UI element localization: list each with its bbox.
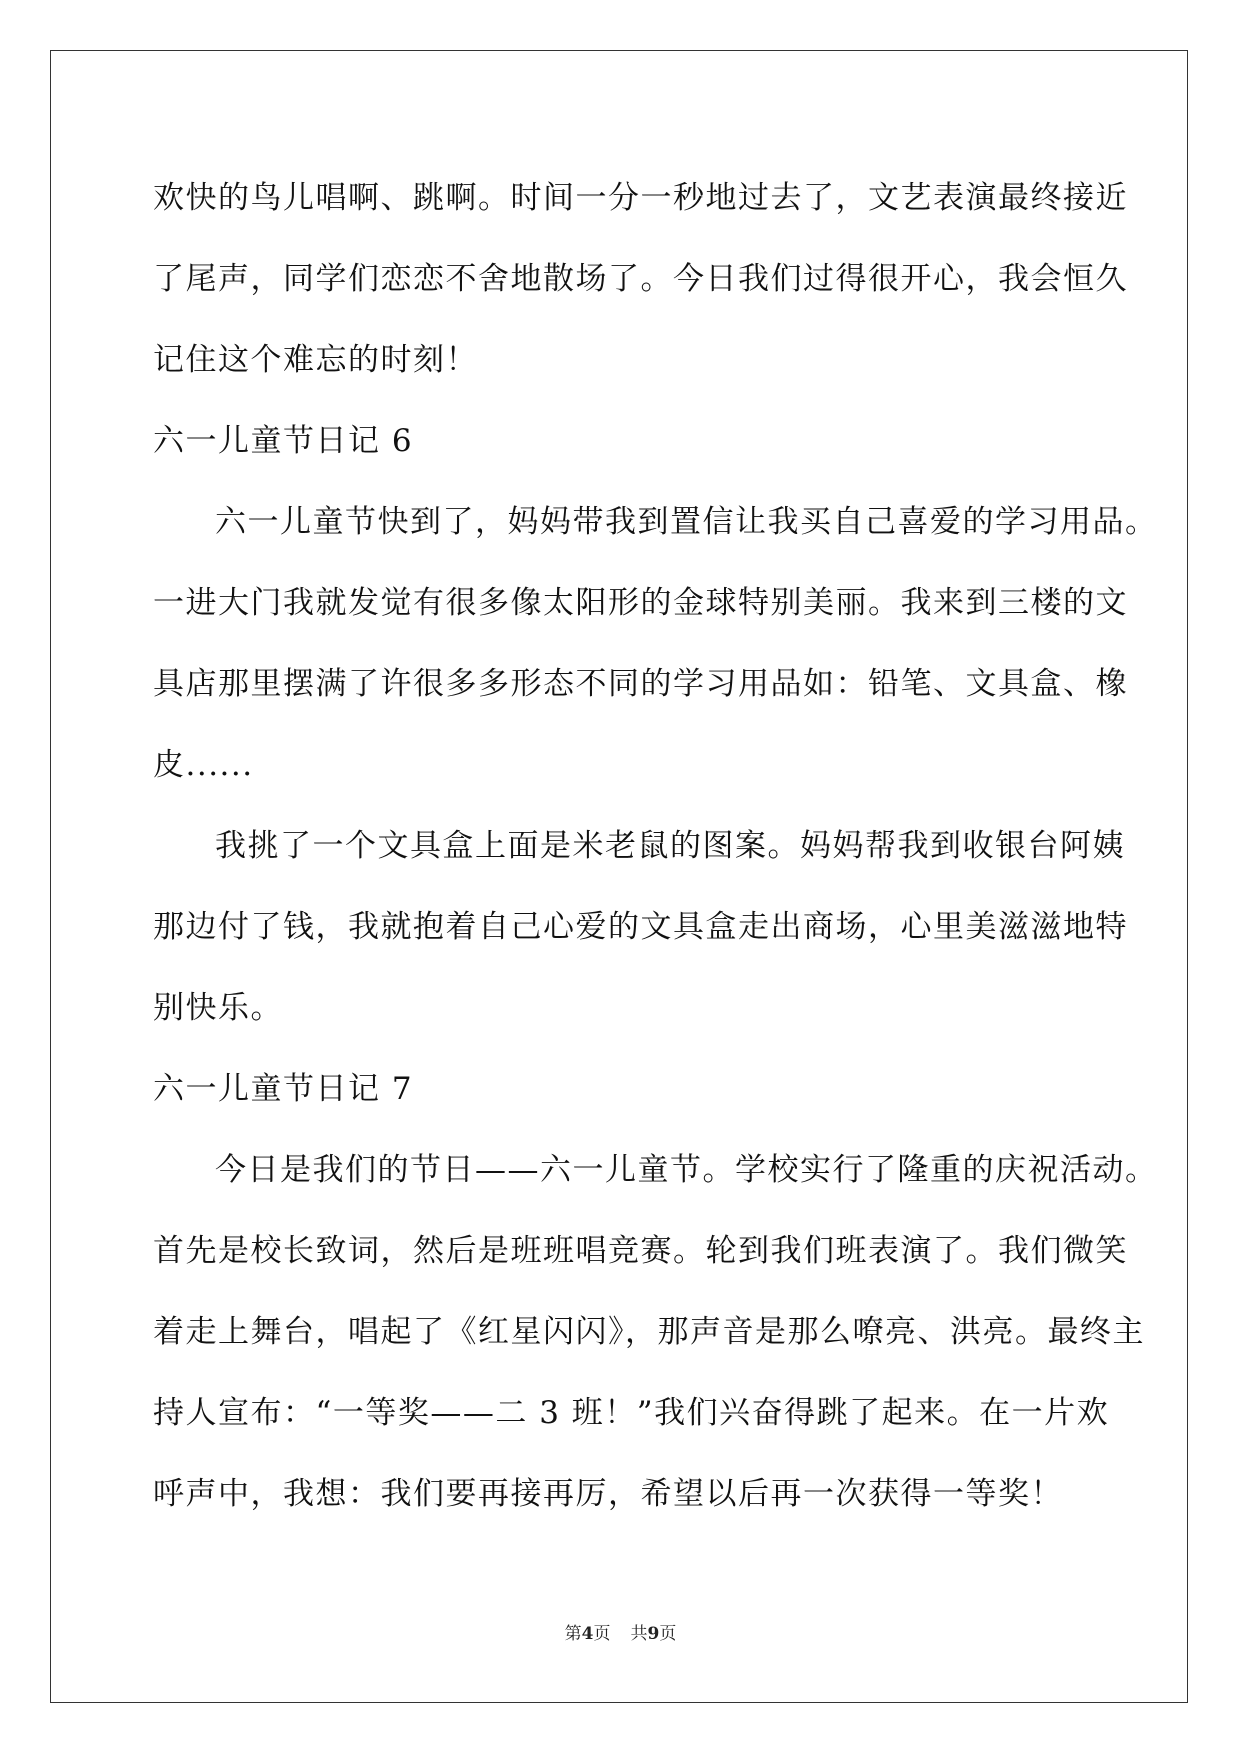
body-line: 皮...... — [153, 747, 254, 783]
paragraph-first-line: 今日是我们的节日——六一儿童节。学校实行了隆重的庆祝活动。 — [215, 1152, 1158, 1188]
paragraph-first-line: 六一儿童节快到了，妈妈带我到置信让我买自己喜爱的学习用品。 — [215, 504, 1158, 540]
body-line: 持人宣布：“一等奖——二 3 班！”我们兴奋得跳了起来。在一片欢 — [153, 1395, 1110, 1431]
current-page-number: 4 — [581, 1624, 594, 1644]
document-body — [153, 158, 1158, 1535]
body-line: 记住这个难忘的时刻！ — [153, 342, 478, 378]
body-line: 别快乐。 — [153, 990, 283, 1026]
body-line: 了尾声，同学们恋恋不舍地散场了。今日我们过得很开心，我会恒久 — [153, 261, 1128, 297]
total-page-count: 9 — [647, 1624, 660, 1644]
body-line: 具店那里摆满了许很多多形态不同的学习用品如：铅笔、文具盒、橡 — [153, 666, 1128, 702]
body-line: 着走上舞台，唱起了《红星闪闪》，那声音是那么嘹亮、洪亮。最终主 — [153, 1314, 1145, 1350]
page-number-suffix: 页 — [593, 1624, 611, 1644]
body-line: 一进大门我就发觉有很多像太阳形的金球特别美丽。我来到三楼的文 — [153, 585, 1128, 621]
body-line: 首先是校长致词，然后是班班唱竞赛。轮到我们班表演了。我们微笑 — [153, 1233, 1128, 1269]
body-line: 那边付了钱，我就抱着自己心爱的文具盒走出商场，心里美滋滋地特 — [153, 909, 1128, 945]
page-footer — [0, 1619, 1241, 1644]
total-pages-suffix: 页 — [659, 1624, 677, 1644]
section-heading: 六一儿童节日记 7 — [153, 1071, 414, 1107]
paragraph-first-line: 我挑了一个文具盒上面是米老鼠的图案。妈妈帮我到收银台阿姨 — [215, 828, 1125, 864]
body-line: 欢快的鸟儿唱啊、跳啊。时间一分一秒地过去了，文艺表演最终接近 — [153, 180, 1128, 216]
page-number-prefix: 第 — [564, 1624, 582, 1644]
body-line: 呼声中，我想：我们要再接再厉，希望以后再一次获得一等奖！ — [153, 1476, 1063, 1512]
section-heading: 六一儿童节日记 6 — [153, 423, 414, 459]
total-pages-prefix: 共 — [630, 1624, 648, 1644]
